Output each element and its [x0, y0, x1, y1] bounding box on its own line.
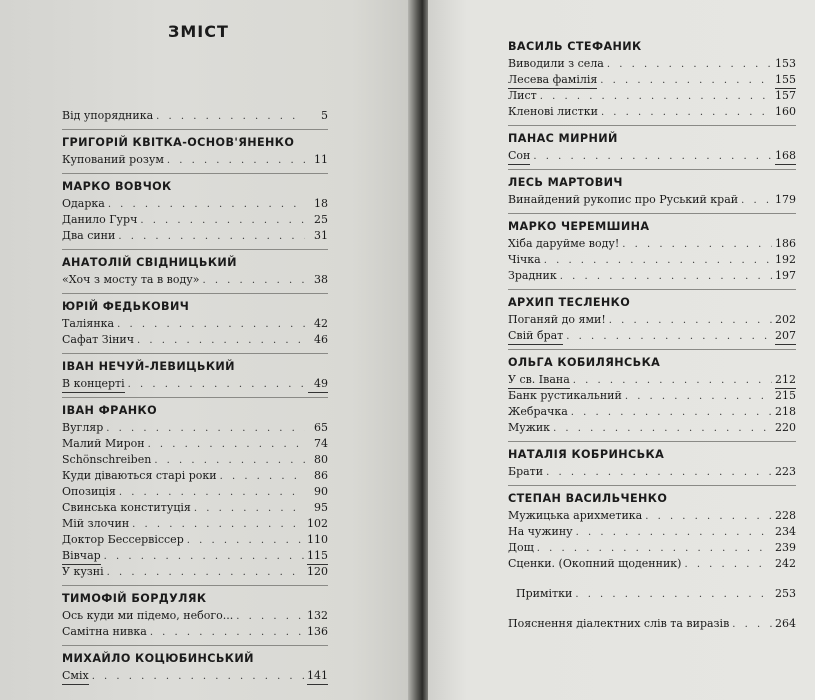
dot-leader	[540, 89, 772, 105]
toc-entry	[62, 548, 328, 564]
section-separator	[508, 349, 796, 350]
dot-leader	[140, 213, 305, 229]
toc-entry	[508, 192, 796, 208]
toc-entry	[62, 436, 328, 452]
section-separator	[508, 289, 796, 290]
toc-section	[508, 294, 796, 344]
dot-leader	[108, 197, 305, 213]
toc-entry	[62, 608, 328, 624]
entry-title: Вівчар	[62, 548, 101, 565]
dot-leader	[167, 153, 305, 169]
spacer	[508, 572, 796, 586]
section-separator	[62, 293, 328, 294]
author-heading: МАРКО ЧЕРЕМШИНА	[508, 220, 650, 233]
toc-entry	[508, 56, 796, 72]
toc-entry	[508, 464, 796, 480]
dot-leader	[137, 333, 305, 349]
dot-leader	[622, 237, 772, 253]
dot-leader	[104, 549, 304, 565]
toc-entry	[508, 388, 796, 404]
toc-entry	[508, 372, 796, 388]
entry-page-number: 136	[307, 625, 328, 638]
dot-leader	[132, 517, 304, 533]
author-heading: МИХАЙЛО КОЦЮБИНСЬКИЙ	[62, 652, 254, 665]
dot-leader	[544, 253, 772, 269]
entry-title: Банк рустикальний	[508, 389, 622, 402]
entry-title: У св. Івана	[508, 372, 570, 389]
entry-title: Винайдений рукопис про Руський край	[508, 193, 739, 206]
dot-leader	[118, 229, 305, 245]
toc-section	[508, 218, 796, 284]
section-separator	[62, 585, 328, 586]
entry-page-number: 86	[314, 469, 328, 482]
toc-section	[62, 178, 328, 244]
dot-leader	[560, 269, 772, 285]
entry-title: Чічка	[508, 253, 541, 266]
entry-title: Сон	[508, 148, 530, 165]
dot-leader	[553, 421, 772, 437]
entry-title: Schönschreiben	[62, 453, 152, 466]
dot-leader	[148, 437, 305, 453]
toc-title: ЗМІСТ	[168, 22, 229, 41]
right-toc-column	[508, 38, 796, 646]
author-heading: ЮРІЙ ФЕДЬКОВИЧ	[62, 300, 190, 313]
toc-section	[508, 446, 796, 480]
entry-page-number: 49	[308, 376, 328, 393]
toc-entry	[508, 312, 796, 328]
section-separator	[508, 213, 796, 214]
entry-page-number: 218	[775, 405, 796, 418]
toc-section	[508, 490, 796, 572]
toc-entry	[508, 252, 796, 268]
dot-leader	[684, 557, 772, 573]
toc-entry	[62, 564, 328, 580]
toc-entry	[62, 332, 328, 348]
entry-page-number: 186	[775, 237, 796, 250]
entry-title: Доктор Бессервіссер	[62, 533, 184, 546]
entry-title: У кузні	[62, 565, 104, 578]
entry-title: Хіба даруйме воду!	[508, 237, 620, 250]
toc-entry	[62, 532, 328, 548]
left-toc-column	[62, 108, 328, 684]
entry-page-number: 242	[775, 557, 796, 570]
author-heading: СТЕПАН ВАСИЛЬЧЕНКО	[508, 492, 668, 505]
entry-page-number: 80	[314, 453, 328, 466]
toc-entry	[508, 72, 796, 88]
toc-entry	[62, 376, 328, 392]
author-heading: ОЛЬГА КОБИЛЯНСЬКА	[508, 356, 661, 369]
toc-entry	[62, 420, 328, 436]
dot-leader	[92, 669, 304, 685]
entry-page-number: 74	[314, 437, 328, 450]
entry-title: Жебрачка	[508, 405, 568, 418]
dot-leader	[236, 609, 304, 625]
entry-page-number: 202	[775, 313, 796, 326]
entry-page-number: 253	[775, 587, 796, 600]
toc-entry	[508, 508, 796, 524]
toc-entry	[62, 152, 328, 168]
dot-leader	[566, 329, 772, 345]
dot-leader	[106, 421, 305, 437]
entry-page-number: 115	[307, 548, 328, 565]
toc-section	[62, 590, 328, 640]
entry-title: Мужик	[508, 421, 551, 434]
entry-title: Ось куди ми підемо, небого...	[62, 609, 234, 622]
entry-page-number: 38	[314, 273, 328, 286]
dot-leader	[601, 105, 772, 121]
dot-leader	[741, 193, 772, 209]
toc-entry	[508, 540, 796, 556]
author-heading: МАРКО ВОВЧОК	[62, 180, 172, 193]
dot-leader	[609, 313, 772, 329]
entry-title: Кленові листки	[508, 105, 598, 118]
entry-title: Свій брат	[508, 328, 563, 345]
entry-page-number: 215	[775, 389, 796, 402]
section-separator	[508, 441, 796, 442]
entry-page-number: 25	[314, 213, 328, 226]
entry-page-number: 197	[775, 269, 796, 282]
author-heading: ВАСИЛЬ СТЕФАНИК	[508, 40, 642, 53]
toc-section	[508, 354, 796, 436]
entry-page-number: 155	[775, 72, 796, 89]
entry-page-number: 153	[775, 57, 796, 70]
entry-title: Мужицька арихметика	[508, 509, 643, 522]
entry-page-number: 132	[307, 609, 328, 622]
entry-page-number: 46	[314, 333, 328, 346]
dot-leader	[107, 565, 304, 581]
toc-section	[62, 254, 328, 288]
entry-page-number: 220	[775, 421, 796, 434]
spacer	[508, 602, 796, 616]
entry-page-number: 192	[775, 253, 796, 266]
toc-section	[62, 134, 328, 168]
dot-leader	[571, 405, 772, 421]
entry-title: Дощ	[508, 541, 534, 554]
spacer	[508, 632, 796, 646]
author-heading: АРХИП ТЕСЛЕНКО	[508, 296, 631, 309]
entry-title: Опозиція	[62, 485, 116, 498]
author-heading: ІВАН ФРАНКО	[62, 404, 157, 417]
dot-leader	[732, 617, 772, 633]
entry-page-number: 95	[314, 501, 328, 514]
entry-page-number: 102	[307, 517, 328, 530]
entry-title: Пояснення діалектних слів та виразів	[508, 617, 730, 630]
toc-entry	[62, 516, 328, 532]
entry-title: Самітна нивка	[62, 625, 147, 638]
dot-leader	[645, 509, 772, 525]
entry-title: Примітки	[516, 587, 573, 600]
entry-page-number: 141	[307, 668, 328, 685]
dot-leader	[600, 73, 772, 89]
toc-entry	[508, 616, 796, 632]
author-heading: НАТАЛІЯ КОБРИНСЬКА	[508, 448, 665, 461]
section-separator	[62, 173, 328, 174]
toc-entry	[62, 196, 328, 212]
author-heading: ПАНАС МИРНИЙ	[508, 132, 618, 145]
toc-entry	[508, 524, 796, 540]
section-separator	[508, 125, 796, 126]
entry-page-number: 160	[775, 105, 796, 118]
entry-page-number: 234	[775, 525, 796, 538]
author-heading: ГРИГОРІЙ КВІТКА-ОСНОВ'ЯНЕНКО	[62, 136, 295, 149]
entry-page-number: 157	[775, 89, 796, 102]
dot-leader	[150, 625, 304, 641]
entry-page-number: 11	[314, 153, 328, 166]
toc-entry	[62, 484, 328, 500]
toc-section	[62, 108, 328, 124]
dot-leader	[533, 149, 772, 165]
entry-title: Куди діваються старі роки	[62, 469, 217, 482]
dot-leader	[156, 109, 305, 125]
entry-title: Сценки. (Окопний щоденник)	[508, 557, 682, 570]
entry-title: Виводили з села	[508, 57, 604, 70]
right-page	[428, 0, 815, 700]
dot-leader	[202, 273, 305, 289]
entry-title: Вугляр	[62, 421, 104, 434]
dot-leader	[220, 469, 305, 485]
toc-entry	[508, 104, 796, 120]
dot-leader	[537, 541, 772, 557]
entry-page-number: 239	[775, 541, 796, 554]
toc-section	[508, 38, 796, 120]
toc-entry	[62, 468, 328, 484]
entry-page-number: 42	[314, 317, 328, 330]
toc-entry	[62, 452, 328, 468]
toc-section	[508, 130, 796, 164]
entry-title: Сміх	[62, 668, 89, 685]
toc-entry	[508, 404, 796, 420]
toc-entry	[62, 624, 328, 640]
section-separator	[62, 129, 328, 130]
toc-entry	[62, 212, 328, 228]
dot-leader	[119, 485, 305, 501]
entry-title: Сафат Зінич	[62, 333, 135, 346]
entry-page-number: 168	[775, 148, 796, 165]
section-separator	[62, 353, 328, 354]
toc-entry	[62, 108, 328, 124]
author-heading: ІВАН НЕЧУЙ-ЛЕВИЦЬКИЙ	[62, 360, 235, 373]
entry-title: Данило Гурч	[62, 213, 138, 226]
section-separator	[62, 397, 328, 398]
entry-page-number: 65	[314, 421, 328, 434]
section-separator	[508, 169, 796, 170]
entry-page-number: 223	[775, 465, 796, 478]
entry-title: Купований розум	[62, 153, 164, 166]
toc-entry	[62, 228, 328, 244]
entry-title: Лист	[508, 89, 537, 102]
entry-title: Два сини	[62, 229, 116, 242]
dot-leader	[194, 501, 305, 517]
entry-title: На чужину	[508, 525, 573, 538]
entry-title: Малий Мирон	[62, 437, 145, 450]
toc-entry	[62, 500, 328, 516]
author-heading: АНАТОЛІЙ СВІДНИЦЬКИЙ	[62, 256, 237, 269]
entry-page-number: 179	[775, 193, 796, 206]
dot-leader	[117, 317, 305, 333]
section-separator	[508, 485, 796, 486]
entry-page-number: 18	[314, 197, 328, 210]
toc-entry	[62, 668, 328, 684]
dot-leader	[607, 57, 772, 73]
entry-page-number: 90	[314, 485, 328, 498]
toc-section	[508, 174, 796, 208]
entry-page-number: 110	[307, 533, 328, 546]
entry-title: Поганяй до ями!	[508, 313, 606, 326]
toc-section	[62, 298, 328, 348]
section-separator	[62, 645, 328, 646]
toc-entry	[508, 148, 796, 164]
entry-page-number: 212	[775, 372, 796, 389]
entry-page-number: 31	[314, 229, 328, 242]
dot-leader	[573, 373, 772, 389]
entry-title: Зрадник	[508, 269, 557, 282]
entry-title: Таліянка	[62, 317, 115, 330]
entry-page-number: 5	[321, 109, 328, 122]
dot-leader	[128, 377, 305, 393]
toc-section	[62, 402, 328, 580]
author-heading: ТИМОФІЙ БОРДУЛЯК	[62, 592, 207, 605]
toc-entry	[508, 268, 796, 284]
entry-title: Лесева фамілія	[508, 72, 597, 89]
dot-leader	[154, 453, 305, 469]
toc-entry	[508, 328, 796, 344]
toc-section	[62, 650, 328, 684]
author-heading: ЛЕСЬ МАРТОВИЧ	[508, 176, 623, 189]
dot-leader	[576, 525, 772, 541]
toc-entry	[508, 420, 796, 436]
toc-entry	[508, 88, 796, 104]
entry-title: «Хоч з мосту та в воду»	[62, 273, 200, 286]
toc-entry	[508, 586, 796, 602]
entry-title: Одарка	[62, 197, 105, 210]
toc-entry	[62, 316, 328, 332]
entry-page-number: 264	[775, 617, 796, 630]
dot-leader	[625, 389, 772, 405]
entry-title: Свинська конституція	[62, 501, 191, 514]
entry-title: Від упорядника	[62, 109, 154, 122]
entry-title: Мій злочин	[62, 517, 130, 530]
dot-leader	[575, 587, 772, 603]
entry-page-number: 207	[775, 328, 796, 345]
entry-page-number: 120	[307, 565, 328, 578]
entry-title: Брати	[508, 465, 544, 478]
toc-entry	[508, 556, 796, 572]
dot-leader	[187, 533, 304, 549]
entry-page-number: 228	[775, 509, 796, 522]
toc-entry	[508, 236, 796, 252]
toc-entry	[62, 272, 328, 288]
toc-section	[62, 358, 328, 392]
entry-title: В концерті	[62, 376, 125, 393]
section-separator	[62, 249, 328, 250]
dot-leader	[546, 465, 772, 481]
